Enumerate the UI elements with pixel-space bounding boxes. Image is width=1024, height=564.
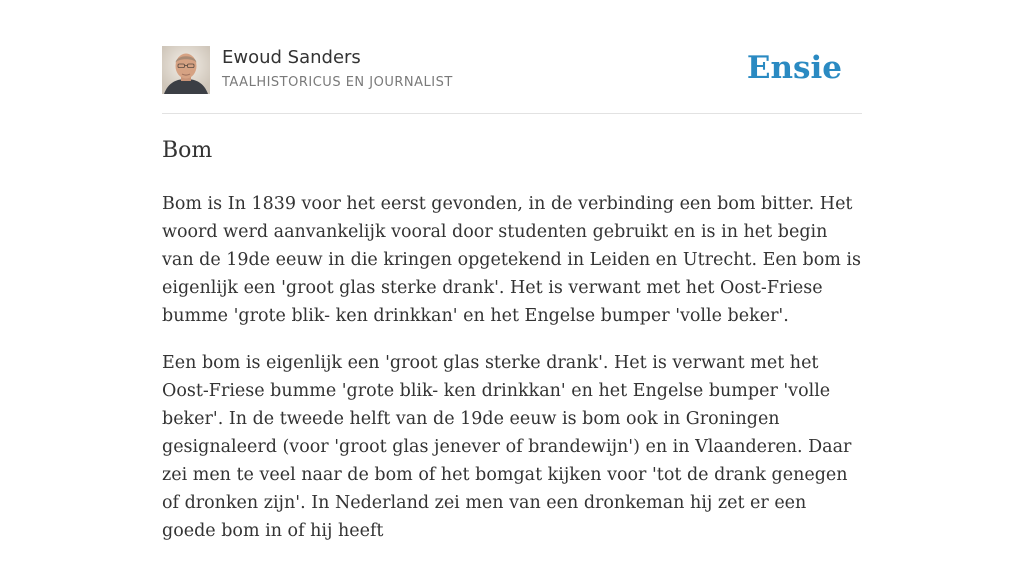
header-divider (162, 113, 862, 114)
article-body (162, 190, 864, 564)
article-paragraph: Bom is In 1839 voor het eerst gevonden, in de verbinding een bom bitter. Het woord werd aanvankelijk vooral door studenten gebruikt en is in het begin van de 19de eeuw in die kringen opgetekend in Leiden en Utrecht. Een bom is eigenlijk een 'groot glas sterke drank'. Het is verwant met het Oost-Friese bumme 'grote blik- ken drinkkan' en het Engelse bumper 'volle beker'. (162, 194, 862, 326)
article-title: Bom (162, 138, 213, 163)
avatar[interactable] (162, 46, 210, 94)
author-photo-icon (162, 46, 210, 94)
article-paragraph: Een bom is eigenlijk een 'groot glas sterke drank'. Het is verwant met het Oost-Friese bumme 'grote blik- ken drinkkan' en het Engelse bumper 'volle beker'. In de tweede helft van de 19de eeuw is bom ook in Groningen gesignaleerd (voor 'groot glas jenever of brandewijn') en in Vlaanderen. Daar zei men te veel naar de bom of het bomgat kijken voor 'tot de drank genegen of dronken zijn'. In Nederland zei men van een dronkeman hij zet er een goede bom in of hij heeft (162, 353, 852, 541)
author-name[interactable]: Ewoud Sanders (222, 47, 361, 68)
brand-logo[interactable]: Ensie (746, 50, 842, 86)
author-header (162, 46, 862, 96)
author-role: TAALHISTORICUS EN JOURNALIST (222, 75, 453, 90)
